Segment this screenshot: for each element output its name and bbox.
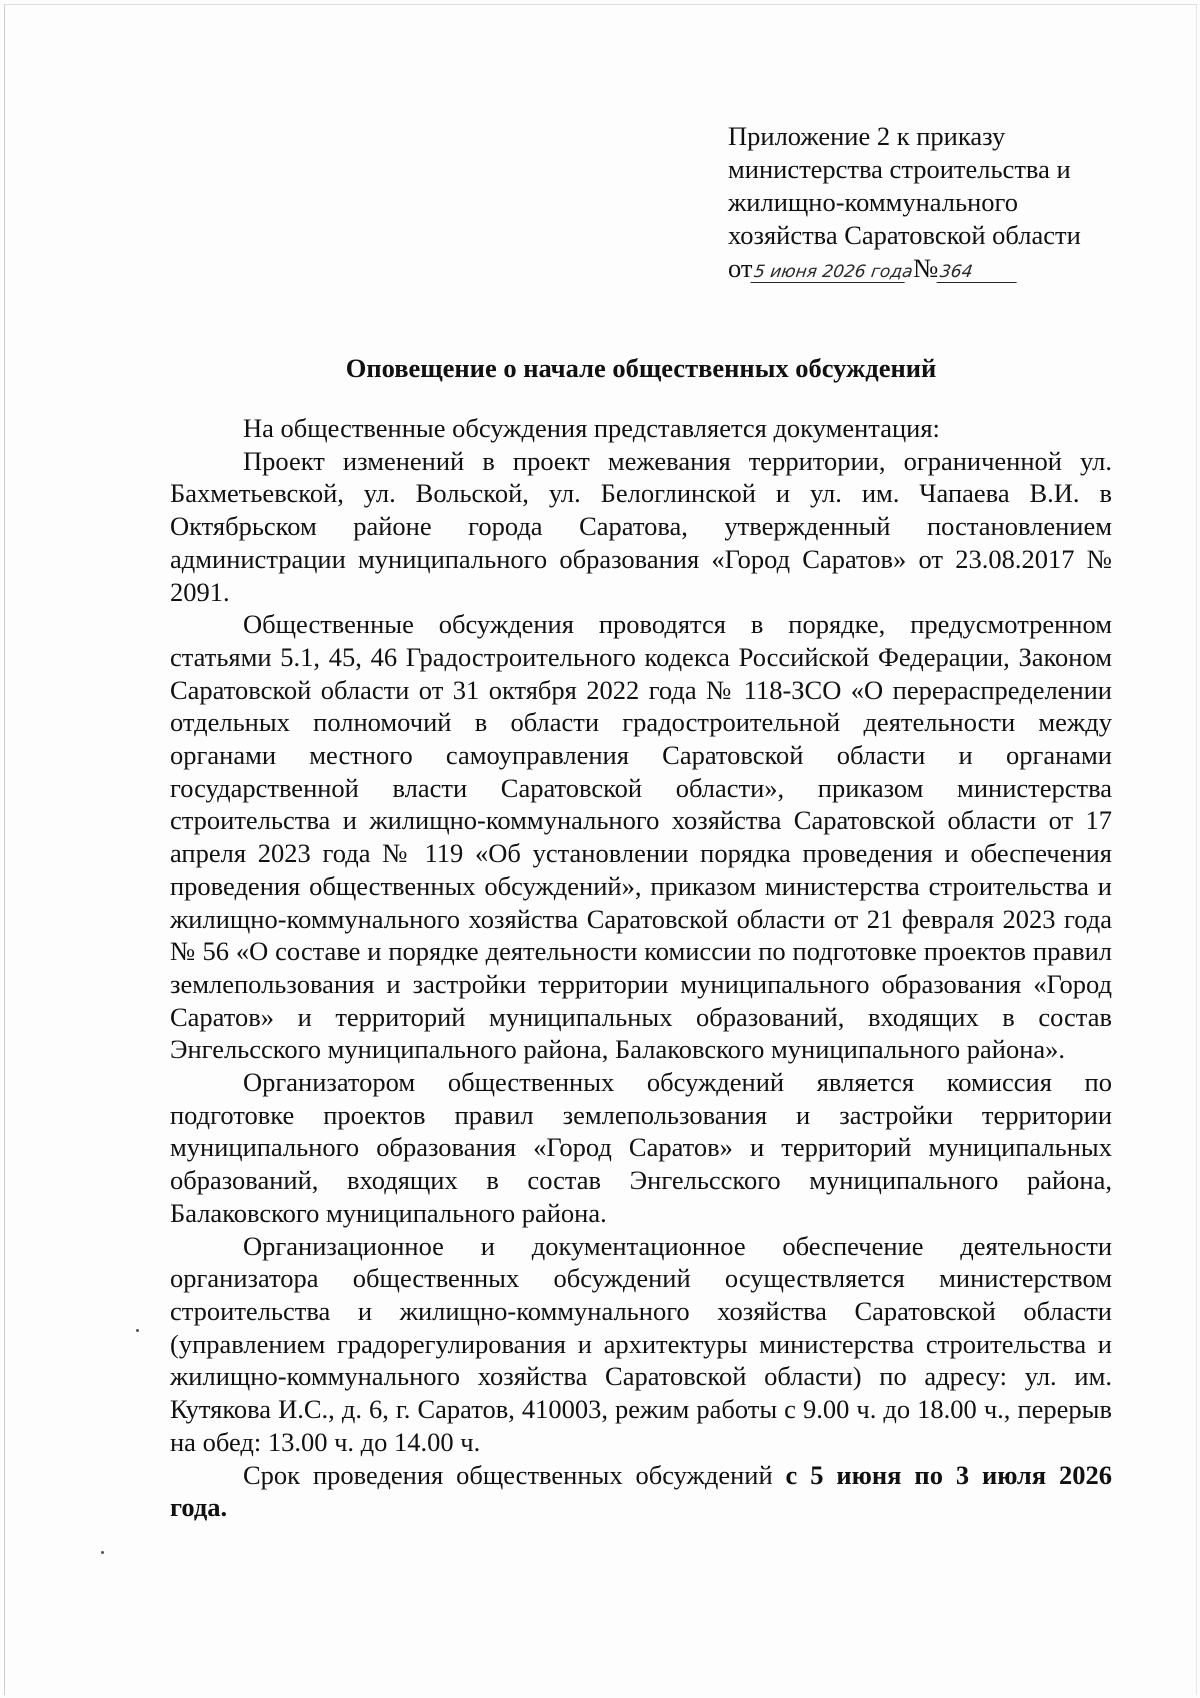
date-prefix: от [728, 253, 753, 283]
appendix-line-3: жилищно-коммунального [728, 187, 1018, 217]
document-body [170, 412, 1112, 1524]
document-title: Оповещение о начале общественных обсуждений [345, 353, 937, 383]
appendix-date-line [728, 252, 1148, 285]
paragraph-procedure: Общественные обсуждения проводятся в порядке, предусмотренном статьями 5.1, 45, 46 Градостроительного кодекса Российской Федерации, Законом Саратовской области от 31 октября 2022 года № 118-ЗСО «О перераспределении отдельных полномочий в области градостроительной деятельности между органами местного самоуправления Саратовской области и органами государственной власти Саратовской области», приказом министерства строительства и жилищно-коммунального хозяйства Саратовской области от 17 апреля 2023 года № 119 «Об установлении порядка проведения и обеспечения проведения общественных обсуждений», приказом министерства строительства и жилищно-коммунального хозяйства Саратовской области от 21 февраля 2023 года № 56 «О составе и порядке деятельности комиссии по подготовке проектов правил землепользования и застройки территории муниципального образования «Город Саратов» и территорий муниципальных образований, входящих в состав Энгельсского муниципального района, Балаковского муниципального района». [170, 609, 1112, 1065]
paragraph-project: Проект изменений в проект межевания территории, ограниченной ул. Бахметьевской, ул. Вольской, ул. Белоглинской и ул. им. Чапаева В.И. в Октябрьском районе города Саратова, утвержденный постановлением администрации муниципального образования «Город Саратов» от 23.08.2017 № 2091. [170, 445, 1112, 607]
paragraph-term [170, 1459, 1112, 1524]
appendix-line-1: Приложение 2 к приказу [728, 121, 1006, 151]
appendix-line-2: министерства строительства и [728, 154, 1071, 184]
term-dates: с 5 июня по 3 июля 2026 года. [170, 1459, 1112, 1523]
handwritten-date: 5 июня 2026 года [751, 262, 908, 283]
paragraph-support: Организационное и документационное обеспечение деятельности организатора общественных обсуждений осуществляется министерством строительства и жилищно-коммунального хозяйства Саратовской области (управлением градорегулирования и архитектуры министерства строительства и жилищно-коммунального хозяйства Саратовской области) по адресу: ул. им. Кутякова И.С., д. 6, г. Саратов, 410003, режим работы с 9.00 ч. до 18.00 ч., перерыв на обед: 13.00 ч. до 14.00 ч. [170, 1230, 1112, 1457]
handwritten-number: 364 [937, 262, 1020, 283]
appendix-line-4: хозяйства Саратовской области [728, 220, 1081, 250]
term-prefix: Срок проведения общественных обсуждений [243, 1459, 786, 1490]
paragraph-organizer: Организатором общественных обсуждений является комиссия по подготовке проектов правил землепользования и застройки территории муниципального образования «Город Саратов» и территорий муниципальных образований, входящих в состав Энгельсского муниципального района, Балаковского муниципального района. [170, 1067, 1112, 1228]
scan-speck [101, 1551, 104, 1554]
paragraph-intro: На общественные обсуждения представляется документация: [243, 413, 940, 443]
scan-speck [136, 1329, 139, 1332]
appendix-block [728, 120, 1148, 285]
number-prefix: № [913, 253, 939, 283]
